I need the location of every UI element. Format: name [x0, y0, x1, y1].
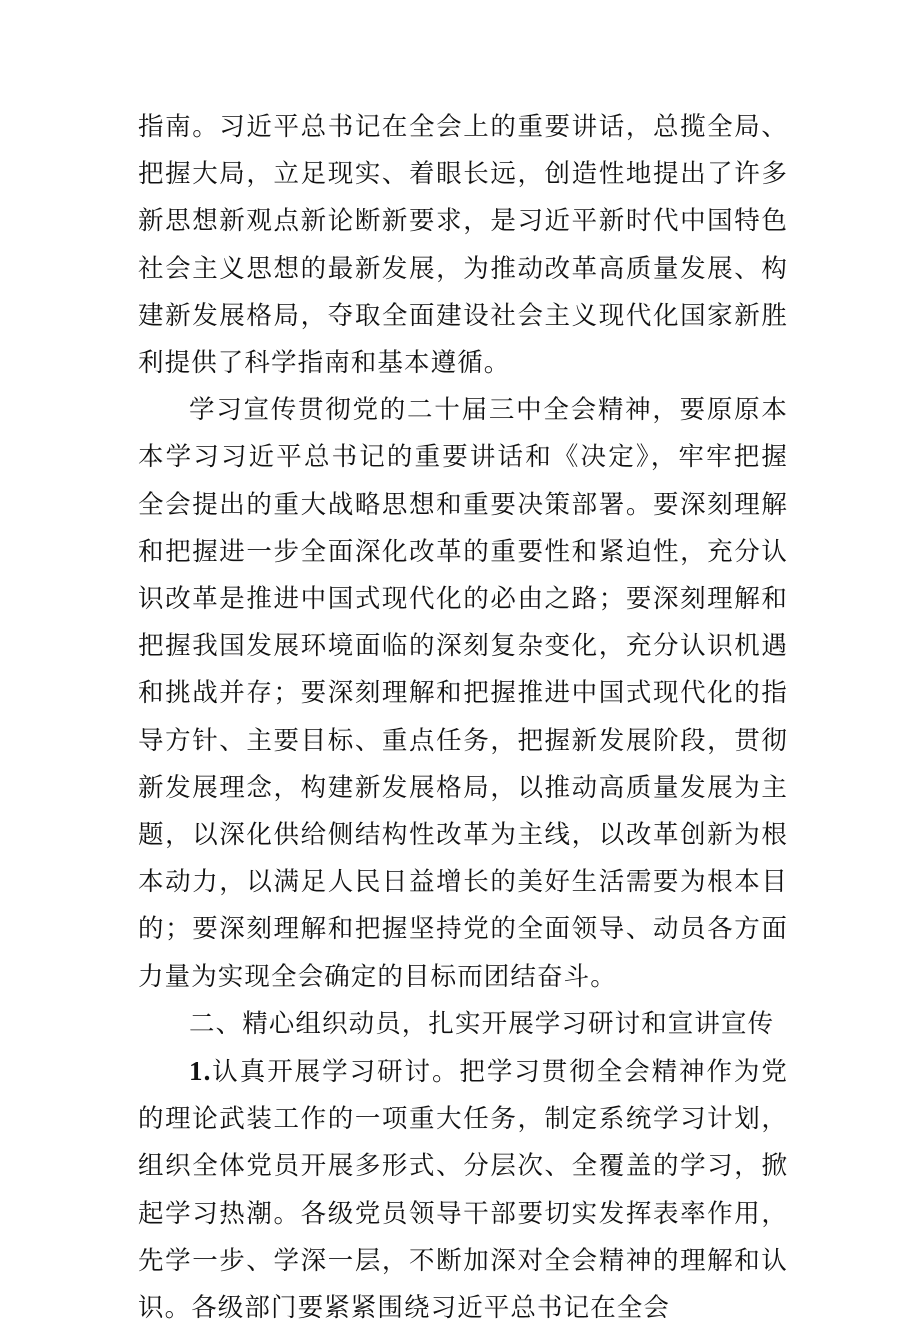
paragraph-continuation: 指南。习近平总书记在全会上的重要讲话，总揽全局、把握大局，立足现实、着眼长远，创造性地提出了许多新思想新观点新论断新要求，是习近平新时代中国特色社会主义思想的最新发展，为推动改革高质量发展、构建新发展格局，夺取全面建设社会主义现代化国家新胜利提供了科学指南和基本遵循。 — [138, 112, 788, 379]
paragraph-study-requirements: 学习宣传贯彻党的二十届三中全会精神，要原原本本学习习近平总书记的重要讲话和《决定》，牢牢把握全会提出的重大战略思想和重要决策部署。要深刻理解和把握进一步全面深化改革的重要性和紧迫性，充分认识改革是推进中国式现代化的必由之路；要深刻理解和把握我国发展环境面临的深刻复杂变化，充分认识机遇和挑战并存；要深刻理解和把握推进中国式现代化的指导方针、主要目标、重点任务，把握新发展阶段，贯彻新发展理念，构建新发展格局，以推动高质量发展为主题，以深化供给侧结构性改革为主线，以改革创新为根本动力，以满足人民日益增长的美好生活需要为根本目的；要深刻理解和把握坚持党的全面领导、动员各方面力量为实现全会确定的目标而团结奋斗。 — [138, 395, 788, 992]
section-heading-2: 二、精心组织动员，扎实开展学习研讨和宣讲宣传 — [189, 1008, 775, 1039]
list-number: 1. — [189, 1056, 212, 1087]
paragraph-study-discussion — [138, 1048, 788, 1332]
paragraph-study-discussion-text: 认真开展学习研讨。把学习贯彻全会精神作为党的理论武装工作的一项重大任务，制定系统学习计划，组织全体党员开展多形式、分层次、全覆盖的学习，掀起学习热潮。各级党员领导干部要切实发挥表率作用，先学一步、学深一层，不断加深对全会精神的理解和认识。各级部门要紧紧围绕习近平总书记在全会 — [138, 1057, 788, 1324]
document-body — [138, 104, 788, 1332]
